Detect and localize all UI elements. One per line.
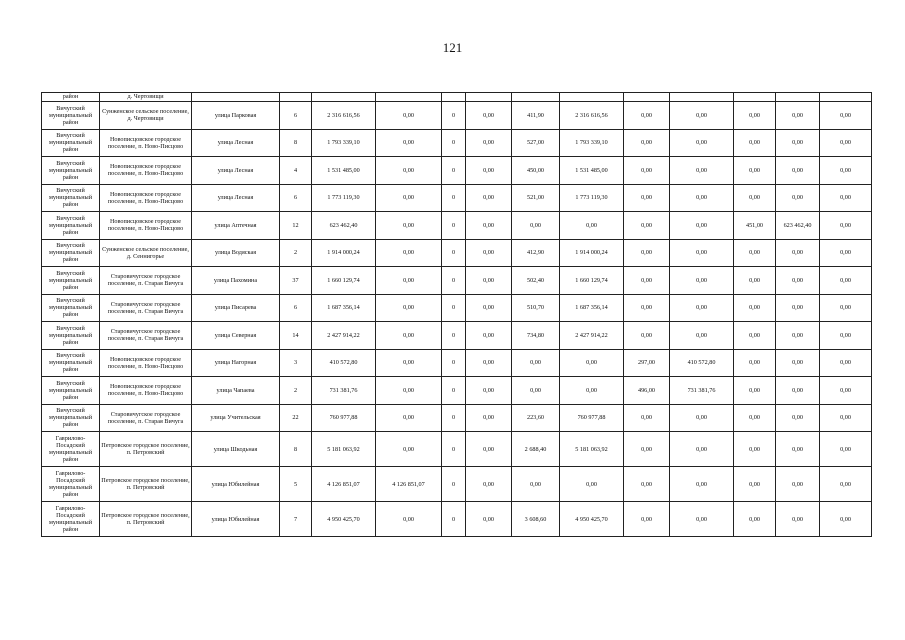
- table-cell: 0: [442, 184, 466, 212]
- table-cell: 6: [280, 294, 312, 322]
- table-cell: 734,80: [512, 322, 560, 350]
- table-cell: Новописцовское городское поселение, п. Ново-Писцово: [100, 212, 192, 240]
- table-cell: 14: [280, 322, 312, 350]
- table-cell: Вичугский муниципальный район: [42, 239, 100, 267]
- table-cell: 0,00: [820, 184, 872, 212]
- table-cell: 0,00: [466, 267, 512, 295]
- table-cell: [670, 93, 734, 102]
- table-cell: улица Лесная: [192, 129, 280, 157]
- table-cell: 0,00: [624, 129, 670, 157]
- table-cell: 0,00: [670, 267, 734, 295]
- table-cell: 7: [280, 502, 312, 537]
- table-cell: 2 427 914,22: [312, 322, 376, 350]
- table-cell: 4 950 425,70: [312, 502, 376, 537]
- table-cell: [512, 93, 560, 102]
- table-cell: 0,00: [776, 239, 820, 267]
- table-cell: 0,00: [466, 184, 512, 212]
- table-cell: 0,00: [734, 102, 776, 130]
- table-cell: Старовичугское городское поселение, п. Старая Вичуга: [100, 404, 192, 432]
- table-cell: улица Парковая: [192, 102, 280, 130]
- table-cell: 0,00: [466, 157, 512, 185]
- table-cell: 731 381,76: [670, 377, 734, 405]
- table-cell: 0,00: [820, 294, 872, 322]
- table-cell: 297,00: [624, 349, 670, 377]
- table-cell: 5: [280, 467, 312, 502]
- table-cell: 0,00: [776, 502, 820, 537]
- table-cell: 0: [442, 157, 466, 185]
- table-cell: 0,00: [466, 349, 512, 377]
- table-cell: улица Юбилейная: [192, 467, 280, 502]
- table-cell: 0,00: [466, 404, 512, 432]
- table-cell: Старовичугское городское поселение, п. Старая Вичуга: [100, 322, 192, 350]
- table-cell: 5 181 063,92: [560, 432, 624, 467]
- table-cell: улица Лесная: [192, 157, 280, 185]
- table-cell: 0,00: [512, 467, 560, 502]
- table-cell: 4 126 851,07: [376, 467, 442, 502]
- table-cell: 0,00: [624, 322, 670, 350]
- table-cell: 0,00: [466, 129, 512, 157]
- table-cell: 0,00: [820, 239, 872, 267]
- table-row: [42, 102, 872, 130]
- repair-registry-table: [41, 92, 872, 537]
- table-cell: 0,00: [376, 322, 442, 350]
- table-cell: 0,00: [776, 377, 820, 405]
- table-cell: 0,00: [466, 467, 512, 502]
- table-cell: 0,00: [624, 294, 670, 322]
- table-cell: 0,00: [466, 212, 512, 240]
- table-cell: [192, 93, 280, 102]
- table-cell: 760 977,88: [560, 404, 624, 432]
- table-cell: Новописцовское городское поселение, п. Ново-Писцово: [100, 129, 192, 157]
- table-cell: Вичугский муниципальный район: [42, 129, 100, 157]
- table-cell: 3 608,60: [512, 502, 560, 537]
- page-number: 121: [442, 40, 463, 55]
- table-cell: 0,00: [820, 129, 872, 157]
- table-cell: 0,00: [376, 239, 442, 267]
- table-cell: Сунженское сельское поселение, д. Чертовищи: [100, 102, 192, 130]
- table-cell: 412,90: [512, 239, 560, 267]
- table-cell: 0: [442, 212, 466, 240]
- table-cell: 0: [442, 267, 466, 295]
- table-cell: 0,00: [466, 432, 512, 467]
- table-cell: 0,00: [560, 377, 624, 405]
- table-cell: 0,00: [466, 102, 512, 130]
- table-cell: улица Пахомина: [192, 267, 280, 295]
- table-row: [42, 467, 872, 502]
- table-cell: Новописцовское городское поселение, п. Ново-Писцово: [100, 157, 192, 185]
- table-cell: улица Аптечная: [192, 212, 280, 240]
- table-cell: 0,00: [512, 212, 560, 240]
- table-cell: 0,00: [776, 432, 820, 467]
- table-cell: 0,00: [734, 267, 776, 295]
- table-cell: Петровское городское поселение, п. Петровский: [100, 502, 192, 537]
- table-row: [42, 267, 872, 295]
- table-cell: Новописцовское городское поселение, п. Ново-Писцово: [100, 377, 192, 405]
- table-cell: 0,00: [624, 157, 670, 185]
- table-row: [42, 432, 872, 467]
- table-cell: 527,00: [512, 129, 560, 157]
- table-cell: 0: [442, 239, 466, 267]
- table-cell: 0,00: [734, 129, 776, 157]
- table-cell: Вичугский муниципальный район: [42, 377, 100, 405]
- table-row: [42, 502, 872, 537]
- table-cell: 623 462,40: [776, 212, 820, 240]
- table-row: [42, 157, 872, 185]
- table-row: [42, 239, 872, 267]
- table-cell: 0,00: [776, 404, 820, 432]
- table-cell: 0: [442, 102, 466, 130]
- table-cell: 450,00: [512, 157, 560, 185]
- table-cell: 1 660 129,74: [560, 267, 624, 295]
- table-cell: 0: [442, 294, 466, 322]
- table-cell: Гаврилово-Посадский муниципальный район: [42, 467, 100, 502]
- table-cell: 0,00: [670, 157, 734, 185]
- table-cell: 0,00: [466, 502, 512, 537]
- table-cell: 0,00: [512, 349, 560, 377]
- table-cell: 0,00: [820, 102, 872, 130]
- table-row: [42, 129, 872, 157]
- continuation-row: [42, 93, 872, 102]
- table-cell: [776, 93, 820, 102]
- table-row: [42, 404, 872, 432]
- table-cell: 410 572,80: [312, 349, 376, 377]
- table-cell: 0,00: [376, 129, 442, 157]
- table-cell: 0,00: [624, 239, 670, 267]
- table-cell: 0,00: [776, 294, 820, 322]
- table-cell: 0,00: [466, 239, 512, 267]
- table-cell: 1 914 000,24: [312, 239, 376, 267]
- table-cell: 0,00: [776, 129, 820, 157]
- table-cell: Вичугский муниципальный район: [42, 404, 100, 432]
- table-cell: 0,00: [734, 322, 776, 350]
- table-row: [42, 322, 872, 350]
- table-cell: 0,00: [466, 377, 512, 405]
- table-cell: 0,00: [820, 212, 872, 240]
- table-cell: 12: [280, 212, 312, 240]
- table-cell: 0,00: [670, 294, 734, 322]
- table-cell: 502,40: [512, 267, 560, 295]
- table-cell: 0,00: [624, 404, 670, 432]
- table-cell: 0,00: [376, 502, 442, 537]
- table-cell: 1 793 339,10: [312, 129, 376, 157]
- table-cell: 1 914 000,24: [560, 239, 624, 267]
- table-cell: [376, 93, 442, 102]
- table-cell: 0: [442, 467, 466, 502]
- table-cell: 4 126 851,07: [312, 467, 376, 502]
- table-cell: 760 977,88: [312, 404, 376, 432]
- table-cell: 0,00: [734, 467, 776, 502]
- table-cell: улица Учительская: [192, 404, 280, 432]
- table-cell: [312, 93, 376, 102]
- table-cell: 0,00: [670, 502, 734, 537]
- table-cell: 8: [280, 432, 312, 467]
- table-cell: 0,00: [376, 404, 442, 432]
- table-cell: 0: [442, 129, 466, 157]
- table-cell: 0,00: [376, 184, 442, 212]
- table-cell: 8: [280, 129, 312, 157]
- table-cell: улица Нагорная: [192, 349, 280, 377]
- table-cell: Гаврилово-Посадский муниципальный район: [42, 432, 100, 467]
- table-cell: 0,00: [670, 322, 734, 350]
- table-cell: 0,00: [820, 432, 872, 467]
- table-cell: 5 181 063,92: [312, 432, 376, 467]
- table-cell: 0,00: [670, 432, 734, 467]
- table-cell: 521,00: [512, 184, 560, 212]
- table-cell: 3: [280, 349, 312, 377]
- table-cell: улица Чапаева: [192, 377, 280, 405]
- table-cell: 0,00: [466, 294, 512, 322]
- table-cell: 0,00: [734, 294, 776, 322]
- table-cell: 0,00: [624, 432, 670, 467]
- table-row: [42, 377, 872, 405]
- table-cell: Вичугский муниципальный район: [42, 294, 100, 322]
- table-cell: 731 381,76: [312, 377, 376, 405]
- table-cell: 0: [442, 322, 466, 350]
- table-cell: 4: [280, 157, 312, 185]
- table-cell: 1 660 129,74: [312, 267, 376, 295]
- table-cell: 0,00: [820, 349, 872, 377]
- table-cell: д. Чертовищи: [100, 93, 192, 102]
- table-cell: 0,00: [670, 467, 734, 502]
- table-row: [42, 212, 872, 240]
- table-cell: 1 687 356,14: [560, 294, 624, 322]
- table-cell: 223,60: [512, 404, 560, 432]
- table-cell: 22: [280, 404, 312, 432]
- table-cell: улица Северная: [192, 322, 280, 350]
- table-cell: 0,00: [776, 184, 820, 212]
- table-row: [42, 349, 872, 377]
- table-cell: 0,00: [734, 239, 776, 267]
- table-cell: Вичугский муниципальный район: [42, 349, 100, 377]
- table-cell: 0,00: [376, 432, 442, 467]
- table-cell: [624, 93, 670, 102]
- table-cell: 0,00: [560, 467, 624, 502]
- table-cell: 0,00: [376, 377, 442, 405]
- table-cell: Вичугский муниципальный район: [42, 102, 100, 130]
- table-cell: 0,00: [820, 157, 872, 185]
- table-cell: 1 687 356,14: [312, 294, 376, 322]
- table-cell: [560, 93, 624, 102]
- table-cell: 0,00: [820, 467, 872, 502]
- table-cell: 0,00: [734, 157, 776, 185]
- table-cell: 0,00: [670, 129, 734, 157]
- table-cell: 0,00: [670, 102, 734, 130]
- table-cell: 0,00: [734, 502, 776, 537]
- table-cell: Новописцовское городское поселение, п. Ново-Писцово: [100, 349, 192, 377]
- table-cell: 37: [280, 267, 312, 295]
- table-cell: 1 773 119,30: [560, 184, 624, 212]
- table-cell: улица Лесная: [192, 184, 280, 212]
- table-cell: 6: [280, 102, 312, 130]
- table-cell: 496,00: [624, 377, 670, 405]
- table-cell: [734, 93, 776, 102]
- table-cell: 0,00: [624, 184, 670, 212]
- table-cell: 0,00: [466, 322, 512, 350]
- table-cell: 0,00: [820, 267, 872, 295]
- table-cell: 0,00: [670, 184, 734, 212]
- table-cell: 0,00: [776, 349, 820, 377]
- table-cell: 0,00: [820, 377, 872, 405]
- table-cell: район: [42, 93, 100, 102]
- table-cell: 2 427 914,22: [560, 322, 624, 350]
- table-cell: 0: [442, 349, 466, 377]
- table-cell: [466, 93, 512, 102]
- table-cell: Вичугский муниципальный район: [42, 322, 100, 350]
- table-cell: 0,00: [776, 102, 820, 130]
- table-cell: 0,00: [734, 349, 776, 377]
- table-cell: 0,00: [734, 432, 776, 467]
- table-cell: Вичугский муниципальный район: [42, 157, 100, 185]
- table-cell: 0,00: [734, 184, 776, 212]
- table-cell: 0,00: [734, 404, 776, 432]
- table-cell: 1 531 485,00: [560, 157, 624, 185]
- table-cell: 623 462,40: [312, 212, 376, 240]
- table-cell: 0,00: [734, 377, 776, 405]
- table-cell: 2 688,40: [512, 432, 560, 467]
- table-cell: улица Юбилейная: [192, 502, 280, 537]
- table-cell: 0,00: [670, 404, 734, 432]
- table-cell: 0,00: [624, 212, 670, 240]
- table-cell: 0,00: [776, 267, 820, 295]
- table-cell: 0,00: [624, 102, 670, 130]
- table-cell: 0: [442, 404, 466, 432]
- table-cell: 1 531 485,00: [312, 157, 376, 185]
- table-cell: Вичугский муниципальный район: [42, 212, 100, 240]
- table-cell: 1 773 119,30: [312, 184, 376, 212]
- table-cell: 0: [442, 502, 466, 537]
- table-cell: 1 793 339,10: [560, 129, 624, 157]
- table-cell: 411,90: [512, 102, 560, 130]
- table-cell: 0,00: [376, 267, 442, 295]
- table-cell: улица Писарева: [192, 294, 280, 322]
- table-cell: 6: [280, 184, 312, 212]
- table-cell: Вичугский муниципальный район: [42, 267, 100, 295]
- table-cell: 451,00: [734, 212, 776, 240]
- table-cell: Вичугский муниципальный район: [42, 184, 100, 212]
- table-cell: [820, 93, 872, 102]
- table-cell: 510,70: [512, 294, 560, 322]
- table-cell: 410 572,80: [670, 349, 734, 377]
- table-cell: 0,00: [560, 212, 624, 240]
- table-cell: 0,00: [776, 157, 820, 185]
- table-cell: 0,00: [376, 212, 442, 240]
- table-cell: 0: [442, 377, 466, 405]
- table-cell: 0,00: [376, 102, 442, 130]
- table-cell: 0: [442, 432, 466, 467]
- table-row: [42, 184, 872, 212]
- table-cell: 0,00: [776, 322, 820, 350]
- table-cell: [280, 93, 312, 102]
- table-cell: 0,00: [624, 267, 670, 295]
- table-cell: 0,00: [512, 377, 560, 405]
- table-cell: 0,00: [776, 467, 820, 502]
- table-cell: улица Шкодьная: [192, 432, 280, 467]
- table-cell: Гаврилово-Посадский муниципальный район: [42, 502, 100, 537]
- table-cell: 0,00: [560, 349, 624, 377]
- table-cell: Старовичугское городское поселение, п. Старая Вичуга: [100, 267, 192, 295]
- table-cell: 2: [280, 377, 312, 405]
- table-cell: 2: [280, 239, 312, 267]
- table-cell: Старовичугское городское поселение, п. Старая Вичуга: [100, 294, 192, 322]
- table-cell: 0,00: [820, 502, 872, 537]
- table-cell: 2 316 616,56: [312, 102, 376, 130]
- table-cell: 0,00: [820, 322, 872, 350]
- table-cell: Петровское городское поселение, п. Петровский: [100, 467, 192, 502]
- table-cell: 0,00: [820, 404, 872, 432]
- table-cell: 4 950 425,70: [560, 502, 624, 537]
- table-cell: 0,00: [624, 502, 670, 537]
- table-cell: [442, 93, 466, 102]
- table-cell: 0,00: [670, 212, 734, 240]
- table-row: [42, 294, 872, 322]
- table-cell: Петровское городское поселение, п. Петровский: [100, 432, 192, 467]
- table-cell: 0,00: [670, 239, 734, 267]
- table-cell: 0,00: [624, 467, 670, 502]
- table-cell: 0,00: [376, 157, 442, 185]
- table-cell: улица Водяская: [192, 239, 280, 267]
- table-cell: 2 316 616,56: [560, 102, 624, 130]
- table-cell: 0,00: [376, 294, 442, 322]
- table-cell: Сунженское сельское поселение, д. Сеннигорье: [100, 239, 192, 267]
- table-cell: Новописцовское городское поселение, п. Ново-Писцово: [100, 184, 192, 212]
- table-cell: 0,00: [376, 349, 442, 377]
